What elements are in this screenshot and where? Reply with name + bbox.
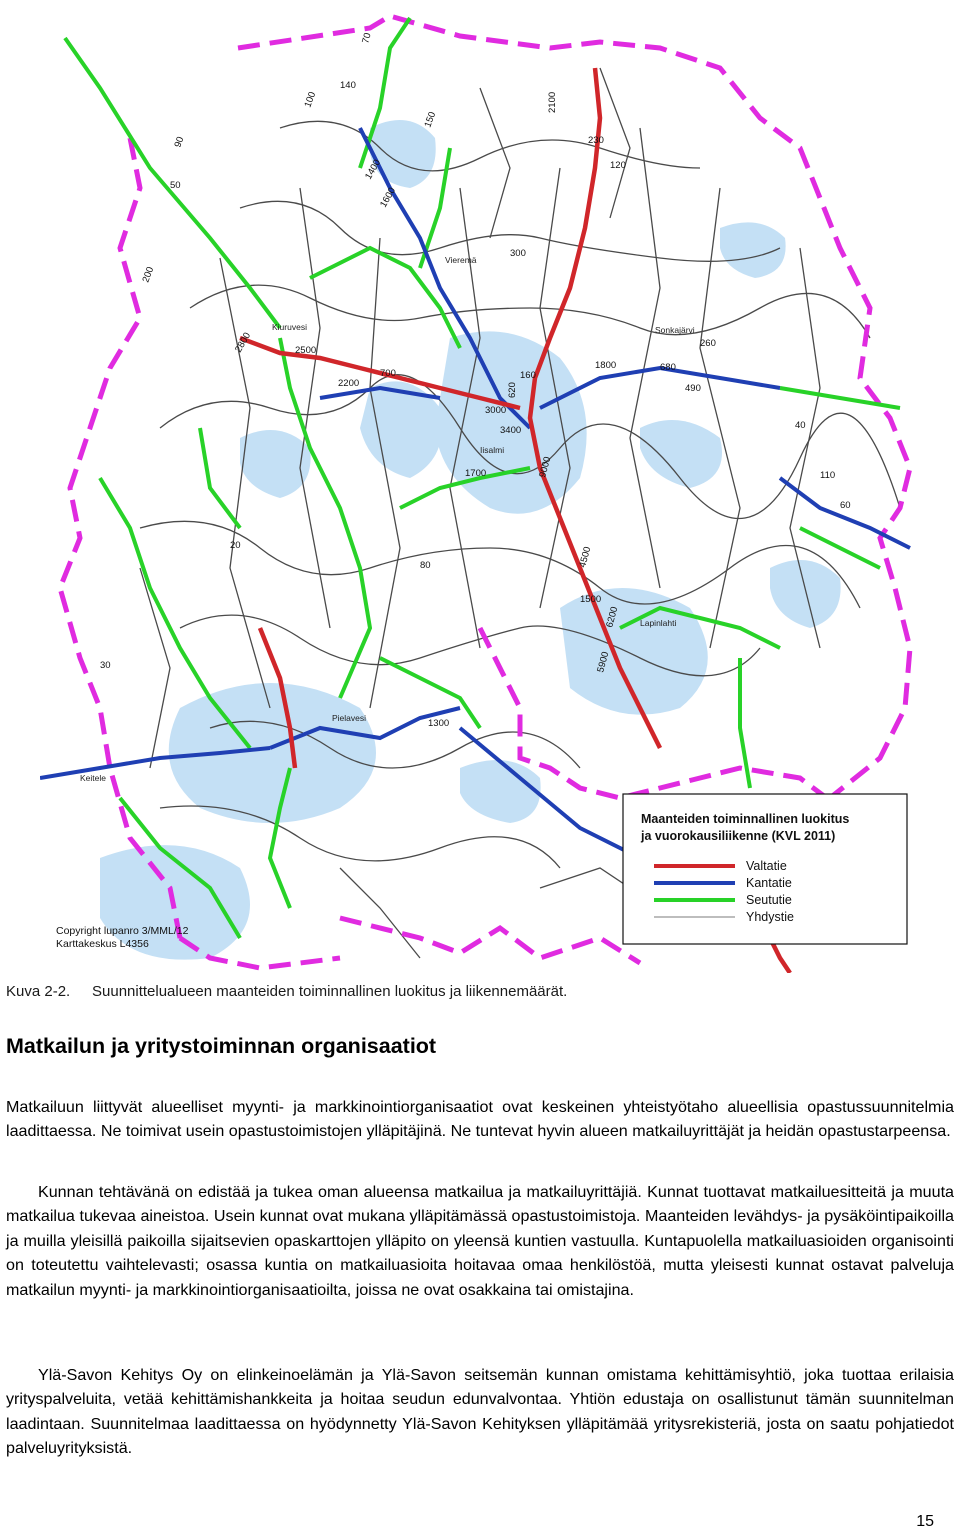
copyright-line: Copyright lupanro 3/MML/12 xyxy=(56,925,189,937)
aadt-label: 230 xyxy=(588,135,604,146)
aadt-label: 2200 xyxy=(338,378,360,389)
aadt-label: 90 xyxy=(172,135,187,150)
aadt-label: 120 xyxy=(610,160,626,171)
aadt-label: 2800 xyxy=(233,330,254,355)
aadt-label: 3000 xyxy=(485,405,507,416)
map-legend xyxy=(623,794,907,944)
aadt-label: 50 xyxy=(170,180,181,191)
paragraph: Ylä-Savon Kehitys Oy on elinkeinoelämän ja Ylä-Savon seitsemän kunnan omistama kehittämisyhtiö, joka tuottaa erilaisia yrityspalveluita, vetää kehittämishankkeita ja hoitaa seudun edunvalvontaa. Yhtiön edustaja on osallistunut tämän suunnitelman laadintaan. Suunnitelmaa laadittaessa on hyödynnetty Ylä-Savon Kehityksen ylläpitämää yritysrekisteriä, josta on saatu pohjatiedot palveluyrityksistä. xyxy=(6,1366,954,1458)
aadt-label: 490 xyxy=(685,383,701,394)
aadt-label: 2500 xyxy=(295,345,317,356)
aadt-label: 680 xyxy=(660,362,676,373)
aadt-label: 4500 xyxy=(577,545,594,569)
legend-label: Valtatie xyxy=(746,859,787,873)
paragraph: Matkailuun liittyvät alueelliset myynti- ja markkinointiorganisaatiot ovat keskeinen yhteistyötaho alueellisia opastussuunnitelmia laadittaessa. Ne toimivat usein opastustoimistojen ylläpitäjinä. Ne tuntevat hyvin alueen matkailuyrittäjät ja heidän opastustarpeensa. xyxy=(6,1098,954,1141)
page-number: 15 xyxy=(916,1513,934,1530)
legend-title: Maanteiden toiminnallinen luokitus xyxy=(641,812,850,826)
figure-caption-text: Suunnittelualueen maanteiden toiminnallinen luokitus ja liikennemäärät. xyxy=(92,983,568,1000)
aadt-label: 1500 xyxy=(580,594,602,605)
aadt-label: 150 xyxy=(422,110,439,130)
aadt-label: 620 xyxy=(507,382,518,398)
aadt-label: 1600 xyxy=(378,185,399,210)
aadt-label: 300 xyxy=(510,248,526,259)
place-label: Lapinlahti xyxy=(640,618,677,628)
aadt-label: 20 xyxy=(230,540,241,551)
aadt-label: 110 xyxy=(820,470,836,481)
aadt-label: 80 xyxy=(420,560,431,571)
place-label: Vieremä xyxy=(445,255,477,265)
place-label: Sonkajärvi xyxy=(655,325,695,335)
figure-number: Kuva 2-2. xyxy=(6,983,71,1000)
figure-caption xyxy=(6,983,567,1000)
aadt-label: 9000 xyxy=(537,455,554,479)
aadt-label: 1800 xyxy=(595,360,617,371)
place-label: Kiuruvesi xyxy=(272,322,307,332)
aadt-label: 260 xyxy=(700,338,716,349)
aadt-label: 140 xyxy=(340,80,356,91)
aadt-label: 70 xyxy=(360,31,374,45)
aadt-label: 1300 xyxy=(428,718,450,729)
aadt-label: 3400 xyxy=(500,425,522,436)
road-classification-map xyxy=(40,8,917,973)
aadt-label: 6200 xyxy=(604,605,621,629)
aadt-label: 30 xyxy=(100,660,111,671)
aadt-label: 160 xyxy=(520,370,536,381)
copyright-line: Karttakeskus L4356 xyxy=(56,938,149,950)
legend-title: ja vuorokausiliikenne (KVL 2011) xyxy=(641,829,836,843)
aadt-label: 200 xyxy=(140,265,157,285)
aadt-label: 2100 xyxy=(547,91,558,113)
aadt-label: 1400 xyxy=(363,157,384,182)
aadt-label: 5900 xyxy=(595,650,612,674)
place-label: Keitele xyxy=(80,773,106,783)
paragraph: Kunnan tehtävänä on edistää ja tukea oman alueensa matkailua ja matkailuyrittäjiä. Kunnat tuottavat matkailuesitteitä ja muuta matkailua tukevaa aineistoa. Usein kunnat ovat mukana ylläpitämässä opastustoimistoja. Maanteiden levähdys- ja pysäköintipaikoilla ja muilla yleisillä paikoilla sijaitsevien opaskarttojen ylläpito on yleensä kuntien vastuulla. Kuntapuolella matkailuasioiden organisointi on toteutettu vaihtelevasti; osassa kuntia on matkailuasioita hoitavaa omaa henkilöstöä, mutta yleisesti kunnat ostavat palveluja matkailun myynti- ja markkinointiorganisaatioilta, joissa ne ovat osakkaina tai omistajina. xyxy=(6,1183,954,1299)
aadt-label: 100 xyxy=(302,90,319,110)
place-label: Pielavesi xyxy=(332,713,367,723)
aadt-label: 60 xyxy=(840,500,851,511)
legend-label: Yhdystie xyxy=(746,910,794,924)
place-label: Iisalmi xyxy=(480,445,505,455)
aadt-label: 40 xyxy=(795,420,806,431)
aadt-label: 700 xyxy=(380,368,396,379)
legend-label: Kantatie xyxy=(746,876,792,890)
legend-label: Seututie xyxy=(746,893,792,907)
aadt-label: 1700 xyxy=(465,468,487,479)
section-heading: Matkailun ja yritystoiminnan organisaatiot xyxy=(6,1034,437,1058)
